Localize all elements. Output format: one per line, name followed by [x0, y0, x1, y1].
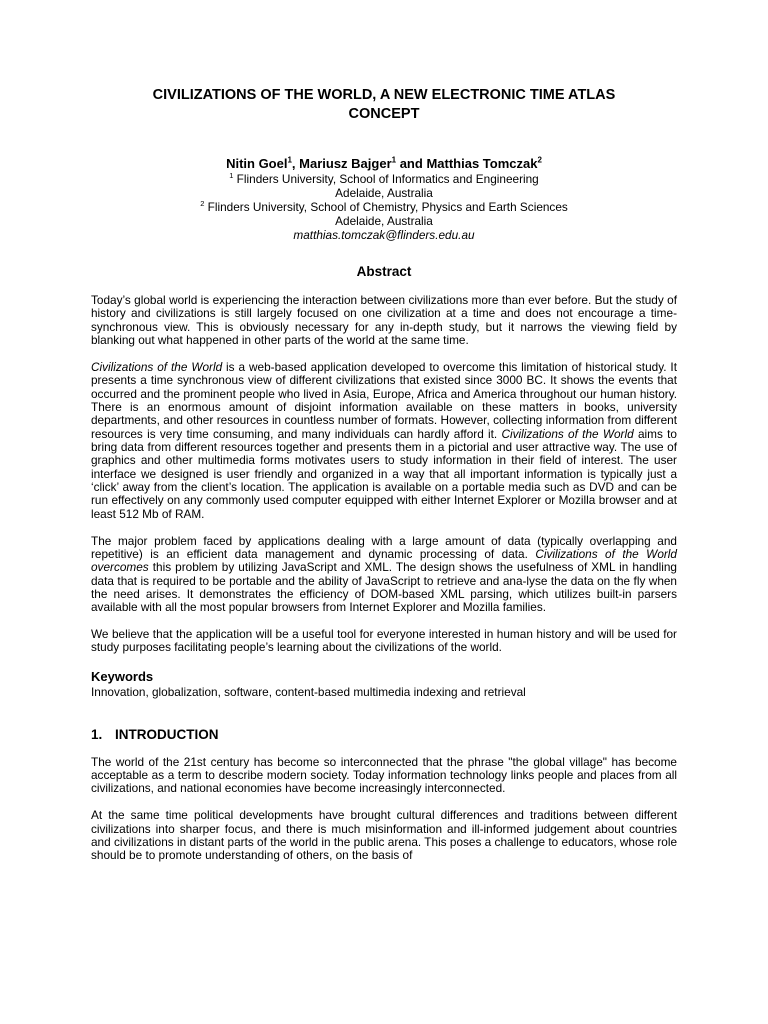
abstract-paragraph-1: Today’s global world is experiencing the interaction between civilizations more than ever before. But the study of history and civilizations is still largely focused on one civilization at a time and does not encourage a time-synchronous view. This is obviously necessary for any in-depth study, but it narrows the viewing field by blanking out what happened in other parts of the world at the same time.	[91, 293, 677, 348]
section-title: INTRODUCTION	[115, 726, 219, 742]
affiliation-1-mark: 1	[229, 171, 234, 181]
author-2-affil: 1	[391, 155, 397, 165]
abstract-paragraph-3	[91, 535, 677, 615]
title-line-1: CIVILIZATIONS OF THE WORLD, A NEW ELECTRONIC TIME ATLAS	[152, 87, 616, 103]
app-name-italic: Civilizations of the World overcomes	[91, 546, 677, 575]
intro-paragraph-2: At the same time political developments have brought cultural differences and traditions between different civilizations into sharper focus, and there is much misinformation and ill-informed judgement about countries and civilizations in distant parts of the world in the public arena. This poses a challenge to educators, whose role should be to promote understanding of others, on the basis of	[91, 808, 677, 863]
intro-paragraph-1: The world of the 21st century has become so interconnected that the phrase "the global village" has become acceptable as a term to describe modern society. Today information technology links people and places from all civilizations, and national economies have become increasingly interconnected.	[91, 754, 677, 796]
abstract-paragraph-2-text-1: is a web-based application developed to overcome this limitation of historical study. It presents a time synchronous view of different civilizations that existed since 3000 BC. It shows the events that occurred and the prominent people who lived in Asia, Europe, Africa and America throughout our human history. There is an enormous amount of disjoint information available on these matters in books, university departments, and other resources in countless number of formats. However, collecting information from different resources is very time consuming, and many individuals can hardly afford it.	[91, 359, 677, 441]
section-heading-introduction	[91, 727, 677, 742]
affiliations	[91, 172, 677, 242]
title-line-2: CONCEPT	[348, 106, 420, 122]
contact-email: matthias.tomczak@flinders.edu.au	[293, 228, 475, 242]
abstract-paragraph-2-text-2: aims to bring data from different resources together and presents them in a pictorial and user attractive way. The use of graphics and other multimedia forms motivates users to study information in their field of interest. The user interface we designed is user friendly and organized in a way that all important information is typically just a ‘click’ away from the client’s location. The application is available on a portable media such as DVD and can be run effectively on any commonly used computer equipped with either Internet Explorer or Mozilla browser and at least 512 Mb of RAM.	[91, 426, 677, 521]
affiliation-2-text: Flinders University, School of Chemistry, Physics and Earth Sciences	[204, 200, 568, 214]
affiliation-1-text: Flinders University, School of Informatics and Engineering	[233, 172, 539, 186]
section-number: 1.	[91, 726, 103, 742]
abstract-heading: Abstract	[356, 264, 412, 279]
author-3: Matthias Tomczak	[426, 156, 538, 171]
author-sep-2: and	[396, 156, 427, 171]
author-1-affil: 1	[287, 155, 292, 165]
keywords-text: Innovation, globalization, software, content-based multimedia indexing and retrieval	[91, 684, 526, 699]
abstract-paragraph-3-text-2: this problem by utilizing JavaScript and XML. The design shows the usefulness of XML in handling data that is required to be portable and the ability of JavaScript to retrieve and ana-lyse the data on the fly when the need arises. It demonstrates the efficiency of DOM-based XML parsing, which utilizes built-in parsers available with all the most popular browsers from Internet Explorer and Mozilla families.	[91, 560, 677, 615]
paper-title	[91, 86, 677, 124]
affiliation-2	[91, 200, 677, 214]
affiliation-1	[91, 172, 677, 186]
author-sep-1: ,	[291, 156, 300, 171]
affiliation-1-city: Adelaide, Australia	[335, 186, 433, 200]
abstract-paragraph-2	[91, 361, 677, 521]
affiliation-2-city: Adelaide, Australia	[335, 214, 433, 228]
affiliation-2-mark: 2	[200, 199, 205, 209]
app-name-italic: Civilizations of the World	[91, 359, 223, 374]
abstract-paragraph-3-text-1: The major problem faced by applications dealing with a large amount of data (typically overlapping and repetitive) is an efficient data management and dynamic processing of data.	[91, 533, 677, 561]
abstract-paragraph-4: We believe that the application will be a useful tool for everyone interested in human history and will be used for study purposes facilitating people’s learning about the civilizations of the world.	[91, 627, 677, 655]
author-list	[91, 156, 677, 172]
author-1: Nitin Goel	[226, 156, 288, 171]
author-3-affil: 2	[537, 155, 542, 165]
app-name-italic: Civilizations of the World	[501, 426, 634, 441]
author-2: Mariusz Bajger	[299, 156, 392, 171]
keywords-heading: Keywords	[91, 668, 154, 684]
